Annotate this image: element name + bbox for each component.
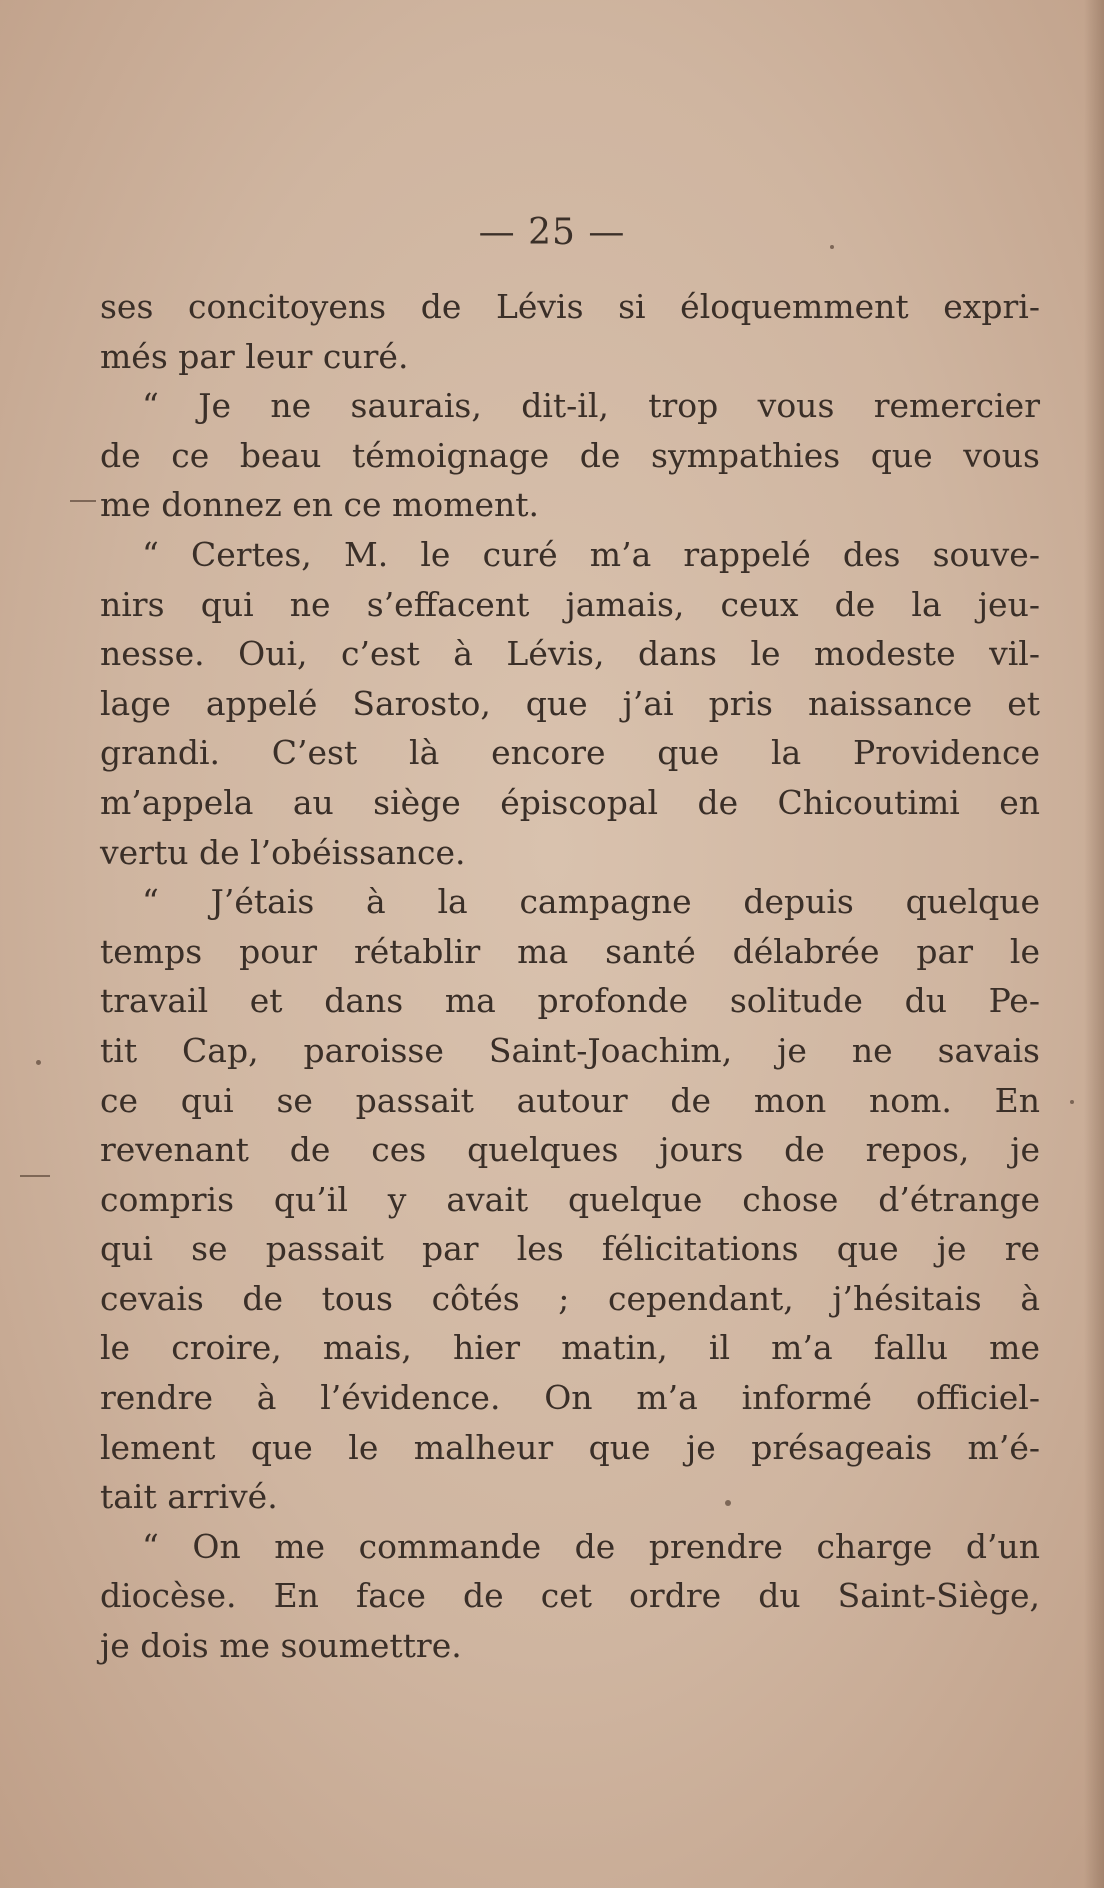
text-line: més par leur curé. — [100, 336, 409, 376]
text-line: grandi. C’est là encore que la Providence — [100, 733, 1040, 773]
page-edge-shadow — [1084, 0, 1104, 1888]
paper-speck — [1070, 1100, 1074, 1104]
text-line: revenant de ces quelques jours de repos, je — [100, 1130, 1040, 1170]
text-line: me donnez en ce moment. — [100, 485, 539, 525]
text-line: “ J’étais à la campagne depuis quelque — [142, 882, 1040, 922]
text-line: rendre à l’évidence. On m’a informé officiel- — [100, 1378, 1040, 1418]
text-line: le croire, mais, hier matin, il m’a fallu me — [100, 1328, 1040, 1368]
text-line: vertu de l’obéissance. — [100, 832, 466, 872]
text-line: tit Cap, paroisse Saint-Joachim, je ne savais — [100, 1030, 1040, 1070]
paper-speck — [36, 1060, 41, 1065]
text-line: compris qu’il y avait quelque chose d’étrange — [100, 1179, 1040, 1219]
text-line: tait arrivé. — [100, 1477, 278, 1517]
text-line: qui se passait par les félicitations que je re — [100, 1229, 1040, 1269]
text-line: nesse. Oui, c’est à Lévis, dans le modeste vil- — [100, 634, 1040, 674]
margin-mark — [70, 500, 96, 502]
text-line: “ On me commande de prendre charge d’un — [142, 1526, 1040, 1566]
text-line: ses concitoyens de Lévis si éloquemment expri- — [100, 287, 1040, 326]
text-line: diocèse. En face de cet ordre du Saint-Siège, — [100, 1576, 1040, 1616]
body-text — [100, 282, 1040, 1671]
text-line: “ Certes, M. le curé m’a rappelé des souve- — [142, 534, 1040, 574]
text-line: je dois me soumettre. — [100, 1626, 462, 1666]
text-line: ce qui se passait autour de mon nom. En — [100, 1080, 1040, 1120]
text-line: “ Je ne saurais, dit-il, trop vous remercier — [142, 386, 1040, 426]
text-line: cevais de tous côtés ; cependant, j’hésitais à — [100, 1278, 1040, 1318]
text-line: temps pour rétablir ma santé délabrée par le — [100, 931, 1040, 971]
text-line: de ce beau témoignage de sympathies que vous — [100, 435, 1040, 475]
text-line: m’appela au siège épiscopal de Chicoutimi en — [100, 782, 1040, 822]
paper-speck — [830, 245, 834, 249]
paper-speck — [725, 1500, 731, 1506]
text-line: lement que le malheur que je présageais m’é- — [100, 1427, 1040, 1467]
text-line: lage appelé Sarosto, que j’ai pris naissance et — [100, 683, 1040, 723]
margin-mark — [20, 1175, 50, 1177]
text-line: nirs qui ne s’effacent jamais, ceux de la jeu- — [100, 584, 1040, 624]
text-line: travail et dans ma profonde solitude du Pe- — [100, 981, 1040, 1021]
page-number: — 25 — — [478, 212, 626, 253]
